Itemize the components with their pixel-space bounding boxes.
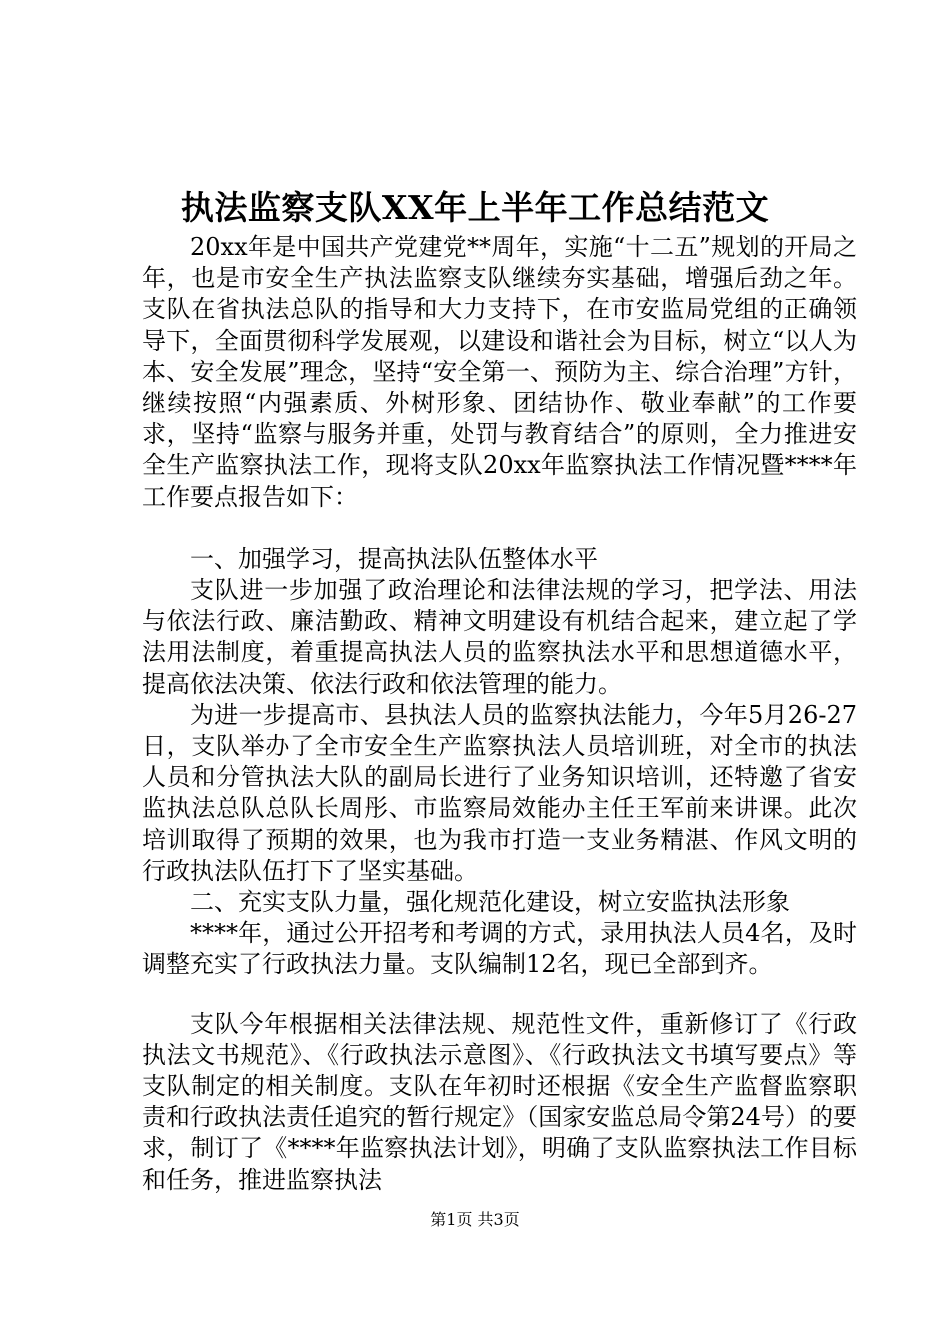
section-1-paragraph-2: 为进一步提高市、县执法人员的监察执法能力，今年5月26-27日，支队举办了全市安全生产监察执法人员培训班，对全市的执法人员和分管执法大队的副局长进行了业务知识培训，还特邀了省安监执法总队总队长周彤、市监察局效能办主任王军前来讲课。此次培训取得了预期的效果，也为我市打造一支业务精湛、作风文明的行政执法队伍打下了坚实基础。 xyxy=(142,700,857,885)
section-1-paragraph-1: 支队进一步加强了政治理论和法律法规的学习，把学法、用法与依法行政、廉洁勤政、精神文明建设有机结合起来，建立起了学法用法制度，着重提高执法人员的监察执法水平和思想道德水平，提高依法决策、依法行政和依法管理的能力。 xyxy=(142,576,857,698)
paragraph-spacer xyxy=(142,981,857,1009)
section-heading-2: 二、充实支队力量，强化规范化建设，树立安监执法形象 xyxy=(190,888,790,917)
section-heading-1: 一、加强学习，提高执法队伍整体水平 xyxy=(190,544,598,573)
page-footer: 第1页 共3页 xyxy=(430,1210,520,1229)
intro-paragraph: 20xx年是中国共产党建党**周年，实施“十二五”规划的开局之年，也是市安全生产执法监察支队继续夯实基础，增强后劲之年。支队在省执法总队的指导和大力支持下，在市安监局党组的正确领导下，全面贯彻科学发展观，以建设和谐社会为目标，树立“以人为本、安全发展”理念，坚持“安全第一、预防为主、综合治理”方针，继续按照“内强素质、外树形象、团结协作、敬业奉献”的工作要求，坚持“监察与服务并重，处罚与教育结合”的原则，全力推进安全生产监察执法工作，现将支队20xx年监察执法工作情况暨****年工作要点报告如下： xyxy=(142,233,857,511)
document-title: 执法监察支队XX年上半年工作总结范文 xyxy=(180,188,770,227)
section-2-paragraph-1: ****年，通过公开招考和考调的方式，录用执法人员4名，及时调整充实了行政执法力量。支队编制12名，现已全部到齐。 xyxy=(142,919,857,979)
section-2-paragraph-2: 支队今年根据相关法律法规、规范性文件，重新修订了《行政执法文书规范》、《行政执法示意图》、《行政执法文书填写要点》等支队制定的相关制度。支队在年初时还根据《安全生产监督监察职责和行政执法责任追究的暂行规定》（国家安监总局令第24号）的要求，制订了《****年监察执法计划》，明确了支队监察执法工作目标和任务，推进监察执法 xyxy=(142,1009,857,1194)
document-body xyxy=(142,232,857,1196)
paragraph-spacer xyxy=(142,513,857,544)
